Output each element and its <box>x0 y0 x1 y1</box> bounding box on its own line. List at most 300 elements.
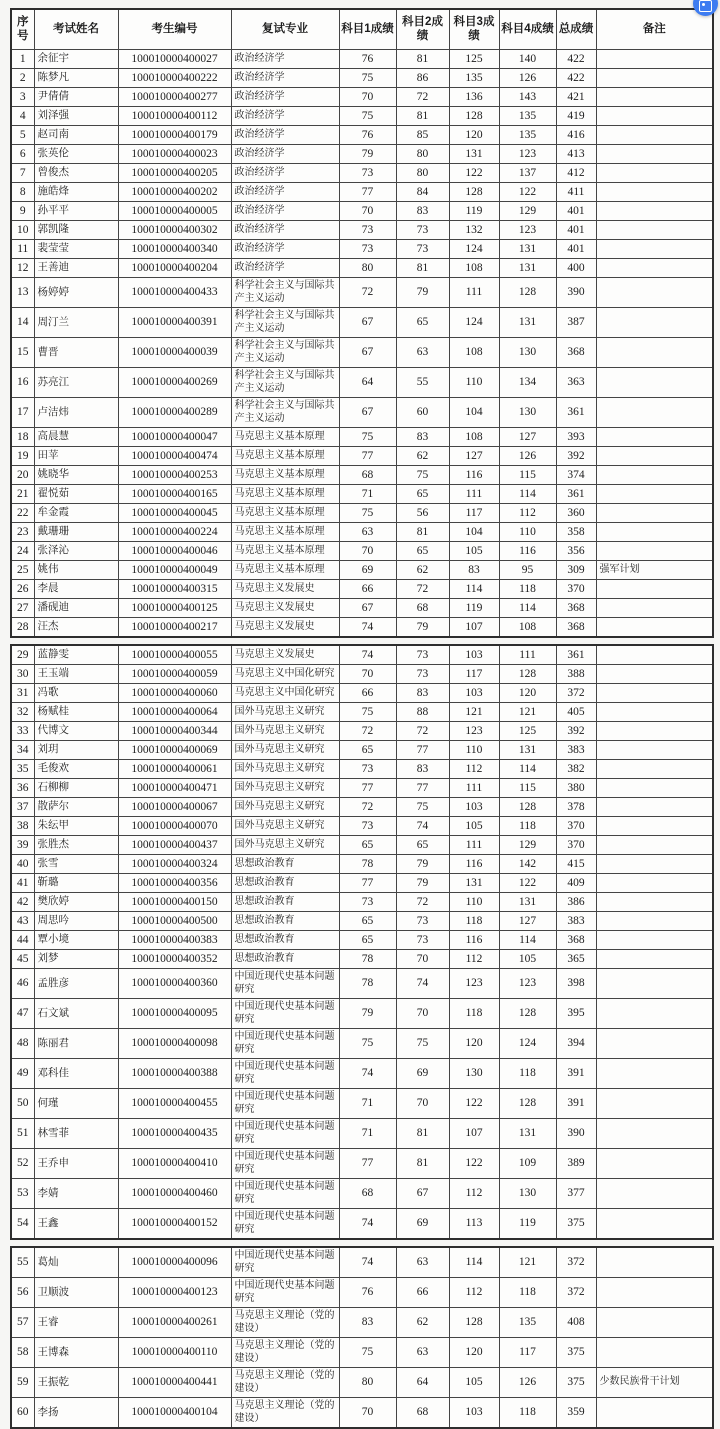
cell-score2: 79 <box>396 277 449 307</box>
cell-candidate-id: 100010000400039 <box>118 337 231 367</box>
cell-score1: 65 <box>339 835 396 854</box>
cell-score2: 62 <box>396 1307 449 1337</box>
cell-total: 368 <box>556 930 596 949</box>
cell-score4: 123 <box>499 220 556 239</box>
cell-remark <box>596 854 713 873</box>
cell-score2: 81 <box>396 106 449 125</box>
cell-serial: 58 <box>11 1337 34 1367</box>
cell-total: 372 <box>556 683 596 702</box>
cell-serial: 5 <box>11 125 34 144</box>
cell-major: 马克思主义理论（党的建设） <box>231 1337 339 1367</box>
cell-candidate-id: 100010000400150 <box>118 892 231 911</box>
cell-serial: 52 <box>11 1148 34 1178</box>
table-row <box>11 854 713 873</box>
cell-candidate-id: 100010000400315 <box>118 579 231 598</box>
cell-remark <box>596 683 713 702</box>
cell-major: 政治经济学 <box>231 106 339 125</box>
cell-major: 中国近现代史基本问题研究 <box>231 1208 339 1239</box>
cell-total: 382 <box>556 759 596 778</box>
cell-serial: 15 <box>11 337 34 367</box>
cell-score2: 81 <box>396 1148 449 1178</box>
cell-candidate-id: 100010000400388 <box>118 1058 231 1088</box>
cell-remark <box>596 1178 713 1208</box>
cell-score4: 130 <box>499 1178 556 1208</box>
cell-score2: 65 <box>396 541 449 560</box>
table-row <box>11 1058 713 1088</box>
cell-score1: 66 <box>339 683 396 702</box>
cell-remark <box>596 1277 713 1307</box>
cell-score1: 73 <box>339 892 396 911</box>
cell-major: 国外马克思主义研究 <box>231 816 339 835</box>
table-row <box>11 427 713 446</box>
cell-serial: 53 <box>11 1178 34 1208</box>
cell-candidate-id: 100010000400023 <box>118 144 231 163</box>
cell-total: 413 <box>556 144 596 163</box>
cell-major: 国外马克思主义研究 <box>231 721 339 740</box>
cell-name: 戴珊珊 <box>34 522 118 541</box>
cell-score3: 103 <box>449 1397 499 1428</box>
cell-name: 石柳柳 <box>34 778 118 797</box>
cell-serial: 18 <box>11 427 34 446</box>
cell-serial: 19 <box>11 446 34 465</box>
cell-score1: 75 <box>339 106 396 125</box>
cell-score2: 81 <box>396 522 449 541</box>
cell-name: 张泽沁 <box>34 541 118 560</box>
cell-serial: 48 <box>11 1028 34 1058</box>
cell-score2: 70 <box>396 1088 449 1118</box>
cell-major: 政治经济学 <box>231 163 339 182</box>
cell-serial: 35 <box>11 759 34 778</box>
cell-score3: 135 <box>449 68 499 87</box>
cell-score3: 108 <box>449 337 499 367</box>
table-row <box>11 182 713 201</box>
cell-remark <box>596 239 713 258</box>
cell-serial: 16 <box>11 367 34 397</box>
cell-score1: 67 <box>339 337 396 367</box>
cell-score1: 65 <box>339 740 396 759</box>
cell-score1: 78 <box>339 968 396 998</box>
cell-score3: 108 <box>449 427 499 446</box>
cell-serial: 51 <box>11 1118 34 1148</box>
table-row <box>11 579 713 598</box>
cell-name: 汪杰 <box>34 617 118 637</box>
table-row <box>11 337 713 367</box>
cell-score4: 126 <box>499 1367 556 1397</box>
cell-score3: 117 <box>449 664 499 683</box>
cell-total: 372 <box>556 1247 596 1278</box>
cell-major: 马克思主义发展史 <box>231 617 339 637</box>
cell-remark <box>596 1337 713 1367</box>
cell-name: 曾俊杰 <box>34 163 118 182</box>
cell-score3: 118 <box>449 911 499 930</box>
cell-remark <box>596 125 713 144</box>
cell-remark <box>596 427 713 446</box>
cell-score4: 140 <box>499 49 556 68</box>
cell-total: 386 <box>556 892 596 911</box>
cell-major: 政治经济学 <box>231 49 339 68</box>
cell-score2: 69 <box>396 1058 449 1088</box>
cell-name: 苏亮江 <box>34 367 118 397</box>
cell-total: 363 <box>556 367 596 397</box>
cell-major: 中国近现代史基本问题研究 <box>231 968 339 998</box>
cell-remark <box>596 579 713 598</box>
cell-name: 王玉端 <box>34 664 118 683</box>
cell-score4: 129 <box>499 201 556 220</box>
table-row <box>11 307 713 337</box>
column-header-major: 复试专业 <box>231 9 339 49</box>
cell-serial: 59 <box>11 1367 34 1397</box>
cell-name: 王善迪 <box>34 258 118 277</box>
cell-score1: 66 <box>339 579 396 598</box>
cell-score1: 73 <box>339 220 396 239</box>
cell-score1: 77 <box>339 182 396 201</box>
cell-serial: 13 <box>11 277 34 307</box>
cell-score2: 72 <box>396 721 449 740</box>
cell-score1: 71 <box>339 484 396 503</box>
cell-score3: 103 <box>449 645 499 665</box>
cell-major: 马克思主义基本原理 <box>231 427 339 446</box>
cell-score4: 131 <box>499 239 556 258</box>
cell-remark <box>596 307 713 337</box>
cell-total: 401 <box>556 239 596 258</box>
cell-name: 王博森 <box>34 1337 118 1367</box>
cell-serial: 37 <box>11 797 34 816</box>
cell-score1: 67 <box>339 307 396 337</box>
cell-score2: 56 <box>396 503 449 522</box>
cell-remark <box>596 645 713 665</box>
cell-score4: 115 <box>499 778 556 797</box>
table-row <box>11 125 713 144</box>
cell-score4: 117 <box>499 1337 556 1367</box>
cell-total: 359 <box>556 1397 596 1428</box>
cell-candidate-id: 100010000400340 <box>118 239 231 258</box>
cell-score1: 68 <box>339 465 396 484</box>
cell-score1: 79 <box>339 998 396 1028</box>
cell-remark <box>596 617 713 637</box>
cell-score2: 65 <box>396 835 449 854</box>
cell-serial: 20 <box>11 465 34 484</box>
cell-score3: 108 <box>449 258 499 277</box>
cell-total: 395 <box>556 998 596 1028</box>
cell-score2: 84 <box>396 182 449 201</box>
table-row <box>11 49 713 68</box>
table-row <box>11 797 713 816</box>
cell-major: 思想政治教育 <box>231 854 339 873</box>
cell-score4: 131 <box>499 1118 556 1148</box>
cell-name: 杨赋桂 <box>34 702 118 721</box>
cell-remark <box>596 106 713 125</box>
cell-total: 365 <box>556 949 596 968</box>
cell-candidate-id: 100010000400204 <box>118 258 231 277</box>
cell-score2: 81 <box>396 49 449 68</box>
cell-score3: 105 <box>449 816 499 835</box>
cell-score4: 128 <box>499 664 556 683</box>
cell-score2: 62 <box>396 446 449 465</box>
cell-score4: 118 <box>499 1397 556 1428</box>
cell-name: 代博文 <box>34 721 118 740</box>
cell-score3: 111 <box>449 277 499 307</box>
cell-score2: 69 <box>396 1208 449 1239</box>
cell-major: 中国近现代史基本问题研究 <box>231 998 339 1028</box>
cell-score3: 122 <box>449 1148 499 1178</box>
cell-serial: 21 <box>11 484 34 503</box>
cell-name: 王振乾 <box>34 1367 118 1397</box>
cell-total: 422 <box>556 49 596 68</box>
cell-serial: 50 <box>11 1088 34 1118</box>
cell-score4: 126 <box>499 446 556 465</box>
cell-major: 中国近现代史基本问题研究 <box>231 1247 339 1278</box>
cell-major: 马克思主义理论（党的建设） <box>231 1367 339 1397</box>
cell-score3: 112 <box>449 759 499 778</box>
cell-score1: 77 <box>339 873 396 892</box>
cell-name: 余征宇 <box>34 49 118 68</box>
cell-candidate-id: 100010000400222 <box>118 68 231 87</box>
cell-major: 马克思主义基本原理 <box>231 503 339 522</box>
cell-candidate-id: 100010000400217 <box>118 617 231 637</box>
cell-score2: 81 <box>396 258 449 277</box>
cell-name: 姚晓华 <box>34 465 118 484</box>
cell-total: 401 <box>556 201 596 220</box>
cell-serial: 8 <box>11 182 34 201</box>
cell-name: 张雪 <box>34 854 118 873</box>
cell-serial: 30 <box>11 664 34 683</box>
cell-total: 377 <box>556 1178 596 1208</box>
cell-major: 马克思主义发展史 <box>231 579 339 598</box>
cell-score2: 63 <box>396 1337 449 1367</box>
cell-name: 尹倩倩 <box>34 87 118 106</box>
cell-major: 马克思主义基本原理 <box>231 522 339 541</box>
cell-serial: 38 <box>11 816 34 835</box>
cell-remark <box>596 182 713 201</box>
cell-score1: 75 <box>339 702 396 721</box>
cell-major: 科学社会主义与国际共产主义运动 <box>231 337 339 367</box>
cell-major: 马克思主义基本原理 <box>231 541 339 560</box>
column-header-candidate-id: 考生编号 <box>118 9 231 49</box>
cell-score1: 74 <box>339 1208 396 1239</box>
cell-name: 刘玥 <box>34 740 118 759</box>
cell-candidate-id: 100010000400437 <box>118 835 231 854</box>
cell-serial: 33 <box>11 721 34 740</box>
cell-score4: 118 <box>499 816 556 835</box>
cell-score3: 104 <box>449 522 499 541</box>
cell-remark <box>596 1058 713 1088</box>
cell-score2: 68 <box>396 1397 449 1428</box>
cell-candidate-id: 100010000400224 <box>118 522 231 541</box>
cell-remark <box>596 446 713 465</box>
cell-candidate-id: 100010000400069 <box>118 740 231 759</box>
cell-remark <box>596 484 713 503</box>
cell-remark <box>596 277 713 307</box>
cell-name: 张胜杰 <box>34 835 118 854</box>
cell-candidate-id: 100010000400110 <box>118 1337 231 1367</box>
cell-serial: 45 <box>11 949 34 968</box>
cell-serial: 23 <box>11 522 34 541</box>
cell-score1: 77 <box>339 1148 396 1178</box>
cell-score2: 79 <box>396 854 449 873</box>
cell-score3: 112 <box>449 1277 499 1307</box>
cell-serial: 32 <box>11 702 34 721</box>
cell-major: 科学社会主义与国际共产主义运动 <box>231 397 339 427</box>
cell-candidate-id: 100010000400324 <box>118 854 231 873</box>
cell-candidate-id: 100010000400277 <box>118 87 231 106</box>
cell-remark <box>596 397 713 427</box>
column-header-total: 总成绩 <box>556 9 596 49</box>
cell-candidate-id: 100010000400435 <box>118 1118 231 1148</box>
cell-major: 国外马克思主义研究 <box>231 702 339 721</box>
cell-score4: 135 <box>499 125 556 144</box>
cell-score3: 124 <box>449 239 499 258</box>
cell-serial: 3 <box>11 87 34 106</box>
cell-score1: 67 <box>339 397 396 427</box>
cell-name: 施皓烽 <box>34 182 118 201</box>
cell-total: 356 <box>556 541 596 560</box>
cell-candidate-id: 100010000400460 <box>118 1178 231 1208</box>
cell-major: 政治经济学 <box>231 68 339 87</box>
cell-total: 419 <box>556 106 596 125</box>
cell-total: 400 <box>556 258 596 277</box>
table-row <box>11 277 713 307</box>
cell-major: 马克思主义发展史 <box>231 598 339 617</box>
cell-score3: 122 <box>449 163 499 182</box>
cell-remark <box>596 949 713 968</box>
cell-major: 马克思主义基本原理 <box>231 560 339 579</box>
cell-score3: 128 <box>449 1307 499 1337</box>
cell-score3: 123 <box>449 721 499 740</box>
cell-score4: 131 <box>499 258 556 277</box>
cell-major: 国外马克思主义研究 <box>231 778 339 797</box>
cell-score4: 135 <box>499 1307 556 1337</box>
table-row <box>11 258 713 277</box>
cell-candidate-id: 100010000400344 <box>118 721 231 740</box>
cell-remark <box>596 522 713 541</box>
cell-total: 405 <box>556 702 596 721</box>
cell-name: 潘砚迪 <box>34 598 118 617</box>
cell-name: 蓝静雯 <box>34 645 118 665</box>
cell-major: 马克思主义基本原理 <box>231 446 339 465</box>
cell-total: 370 <box>556 835 596 854</box>
cell-score1: 76 <box>339 1277 396 1307</box>
cell-score3: 112 <box>449 1178 499 1208</box>
cell-score3: 120 <box>449 1028 499 1058</box>
cell-score1: 75 <box>339 68 396 87</box>
table-row <box>11 721 713 740</box>
cell-remark <box>596 998 713 1028</box>
cell-name: 邓科佳 <box>34 1058 118 1088</box>
cell-score1: 68 <box>339 1178 396 1208</box>
cell-major: 思想政治教育 <box>231 949 339 968</box>
cell-score4: 131 <box>499 307 556 337</box>
cell-candidate-id: 100010000400045 <box>118 503 231 522</box>
cell-candidate-id: 100010000400125 <box>118 598 231 617</box>
cell-score2: 65 <box>396 484 449 503</box>
cell-score1: 74 <box>339 617 396 637</box>
cell-score4: 135 <box>499 106 556 125</box>
cell-candidate-id: 100010000400152 <box>118 1208 231 1239</box>
cell-score1: 74 <box>339 1247 396 1278</box>
cell-name: 刘梦 <box>34 949 118 968</box>
cell-candidate-id: 100010000400098 <box>118 1028 231 1058</box>
cell-score3: 103 <box>449 683 499 702</box>
cell-remark <box>596 163 713 182</box>
cell-major: 马克思主义发展史 <box>231 645 339 665</box>
cell-candidate-id: 100010000400261 <box>118 1307 231 1337</box>
cell-major: 中国近现代史基本问题研究 <box>231 1088 339 1118</box>
cell-serial: 44 <box>11 930 34 949</box>
cell-total: 389 <box>556 1148 596 1178</box>
cell-score3: 136 <box>449 87 499 106</box>
cell-score2: 67 <box>396 1178 449 1208</box>
cell-candidate-id: 100010000400360 <box>118 968 231 998</box>
cell-score3: 116 <box>449 854 499 873</box>
cell-candidate-id: 100010000400455 <box>118 1088 231 1118</box>
cell-serial: 34 <box>11 740 34 759</box>
cell-score1: 71 <box>339 1118 396 1148</box>
cell-score2: 63 <box>396 337 449 367</box>
cell-serial: 25 <box>11 560 34 579</box>
cell-score4: 122 <box>499 182 556 201</box>
cell-score2: 86 <box>396 68 449 87</box>
cell-score4: 116 <box>499 541 556 560</box>
cell-total: 361 <box>556 484 596 503</box>
cell-major: 中国近现代史基本问题研究 <box>231 1058 339 1088</box>
cell-total: 415 <box>556 854 596 873</box>
cell-total: 392 <box>556 446 596 465</box>
cell-total: 392 <box>556 721 596 740</box>
cell-score3: 110 <box>449 740 499 759</box>
cell-name: 散萨尔 <box>34 797 118 816</box>
cell-score4: 114 <box>499 930 556 949</box>
table-row <box>11 1118 713 1148</box>
table-row <box>11 541 713 560</box>
cell-remark <box>596 1208 713 1239</box>
cell-score2: 83 <box>396 427 449 446</box>
cell-candidate-id: 100010000400046 <box>118 541 231 560</box>
column-header-score2: 科目2成绩 <box>396 9 449 49</box>
cell-remark <box>596 258 713 277</box>
cell-candidate-id: 100010000400061 <box>118 759 231 778</box>
table-row <box>11 1028 713 1058</box>
table-row <box>11 998 713 1028</box>
cell-remark: 少数民族骨干计划 <box>596 1367 713 1397</box>
cell-name: 杨婷婷 <box>34 277 118 307</box>
cell-score4: 114 <box>499 484 556 503</box>
cell-candidate-id: 100010000400356 <box>118 873 231 892</box>
cell-name: 周汀兰 <box>34 307 118 337</box>
cell-score3: 107 <box>449 1118 499 1148</box>
cell-candidate-id: 100010000400302 <box>118 220 231 239</box>
cell-candidate-id: 100010000400123 <box>118 1277 231 1307</box>
cell-score2: 74 <box>396 816 449 835</box>
cell-remark <box>596 49 713 68</box>
cell-candidate-id: 100010000400095 <box>118 998 231 1028</box>
cell-total: 390 <box>556 277 596 307</box>
cell-candidate-id: 100010000400067 <box>118 797 231 816</box>
cell-score2: 66 <box>396 1277 449 1307</box>
cell-remark <box>596 835 713 854</box>
cell-score2: 72 <box>396 892 449 911</box>
cell-score2: 83 <box>396 759 449 778</box>
cell-score2: 68 <box>396 598 449 617</box>
cell-score4: 122 <box>499 873 556 892</box>
cell-candidate-id: 100010000400253 <box>118 465 231 484</box>
cell-score2: 55 <box>396 367 449 397</box>
cell-score3: 83 <box>449 560 499 579</box>
cell-score2: 70 <box>396 998 449 1028</box>
cell-serial: 2 <box>11 68 34 87</box>
cell-total: 374 <box>556 465 596 484</box>
table-row <box>11 1367 713 1397</box>
cell-candidate-id: 100010000400269 <box>118 367 231 397</box>
